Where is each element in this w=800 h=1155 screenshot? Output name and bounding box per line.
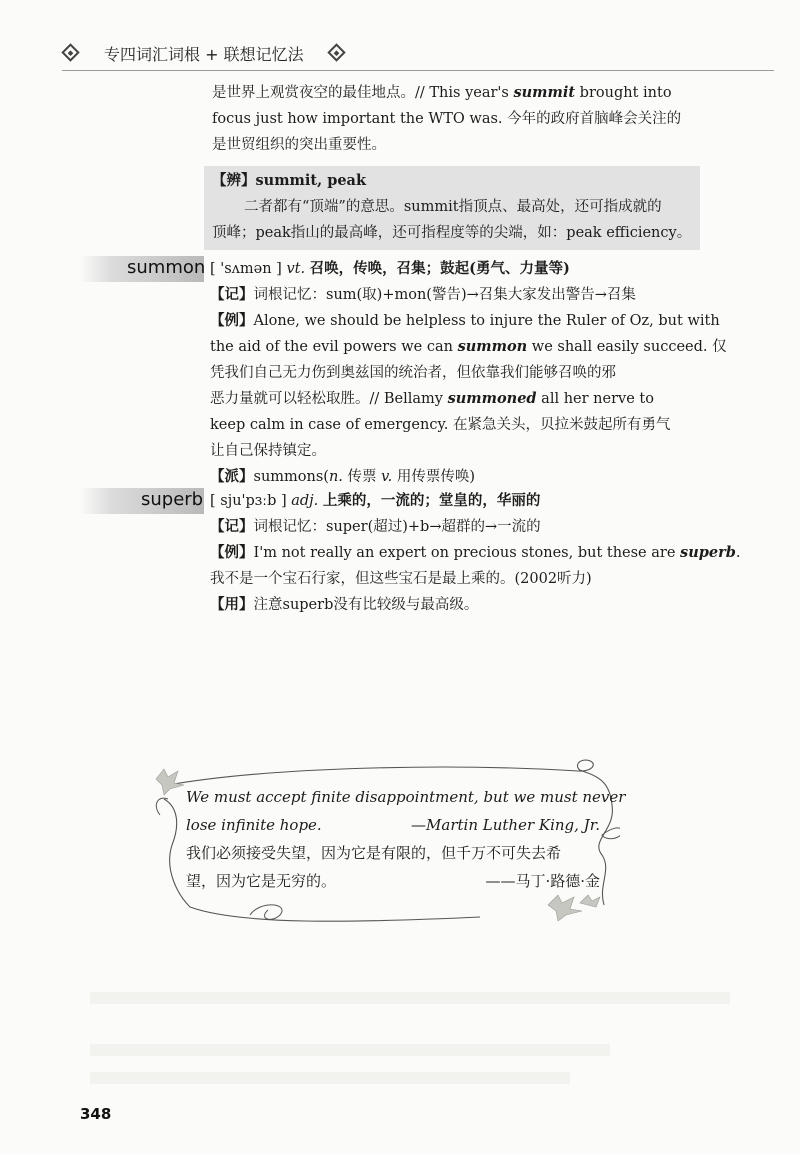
- diamond-ornament-icon: [327, 43, 345, 61]
- summon-example-line-3: 凭我们自己无力伤到奥兹国的统治者，但依靠我们能够召唤的邪: [210, 365, 616, 381]
- page-number: 348: [80, 1105, 112, 1123]
- quote-english-line-1: We must accept finite disappointment, but we must never: [186, 788, 626, 806]
- summon-example-line-2: the aid of the evil powers we can summon we shall easily succeed. 仅: [210, 338, 727, 355]
- distinguish-text-line-2: 顶峰；peak指山的最高峰，还可指程度等的尖端，如：peak efficiency。: [212, 225, 692, 241]
- headword-summon: summon: [127, 257, 206, 278]
- quote-chinese-line-2: 望，因为它是无穷的。 ——马丁·路德·金: [186, 868, 606, 894]
- summon-example-line-1: 【例】Alone, we should be helpless to injure the Ruler of Oz, but with: [210, 313, 720, 329]
- quote-english-attribution: —Martin Luther King, Jr.: [411, 816, 600, 834]
- superb-memory: 【记】词根记忆：super(超过)+b→超群的→一流的: [210, 519, 541, 535]
- leaf-icon: [156, 769, 184, 795]
- page-bleed-through: [90, 992, 730, 1004]
- summon-example-line-5: keep calm in case of emergency. 在紧急关头，贝拉米鼓起所有勇气: [210, 417, 671, 433]
- running-header: [62, 40, 774, 71]
- summit-example-line-1: 是世界上观赏夜空的最佳地点。// This year's summit brought into: [212, 84, 672, 101]
- diamond-ornament-icon: [61, 43, 79, 61]
- quote-chinese-line-1: 我们必须接受失望，因为它是有限的，但千万不可失去希: [186, 844, 562, 862]
- summit-example-line-3: 是世贸组织的突出重要性。: [212, 137, 386, 153]
- page-bleed-through: [90, 1044, 610, 1056]
- distinguish-text-line-1: 二者都有“顶端”的意思。summit指顶点、最高处，还可指成就的: [244, 199, 662, 215]
- running-header-title: 专四词汇词根 + 联想记忆法: [104, 45, 304, 64]
- superb-usage: 【用】注意superb没有比较级与最高级。: [210, 597, 479, 613]
- summon-example-line-6: 让自己保持镇定。: [210, 443, 326, 459]
- quote-chinese-attribution: ——马丁·路德·金: [485, 872, 600, 890]
- summon-definition: [ 'sʌmən ] vt. 召唤，传唤，召集；鼓起(勇气、力量等): [210, 260, 570, 277]
- distinguish-heading: 【辨】summit, peak: [212, 172, 366, 189]
- summon-example-line-4: 恶力量就可以轻松取胜。// Bellamy summoned all her nerve to: [210, 390, 654, 407]
- superb-definition: [ sju'pɜːb ] adj. 上乘的，一流的；堂皇的，华丽的: [210, 492, 541, 509]
- summon-memory: 【记】词根记忆：sum(取)+mon(警告)→召集大家发出警告→召集: [210, 287, 636, 303]
- page-bleed-through: [90, 1072, 570, 1084]
- headword-superb: superb: [141, 489, 204, 510]
- superb-example-line-1: 【例】I'm not really an expert on precious stones, but these are superb.: [210, 544, 741, 561]
- summon-derivative: 【派】summons(n. 传票 v. 用传票传唤): [210, 469, 475, 485]
- quote-english-line-2: lose infinite hope. —Martin Luther King, Jr.: [186, 812, 606, 838]
- summit-example-line-2: focus just how important the WTO was. 今年的政府首脑峰会关注的: [212, 111, 682, 127]
- superb-example-line-2: 我不是一个宝石行家，但这些宝石是最上乘的。(2002听力): [210, 571, 592, 587]
- leaf-icon: [548, 895, 600, 921]
